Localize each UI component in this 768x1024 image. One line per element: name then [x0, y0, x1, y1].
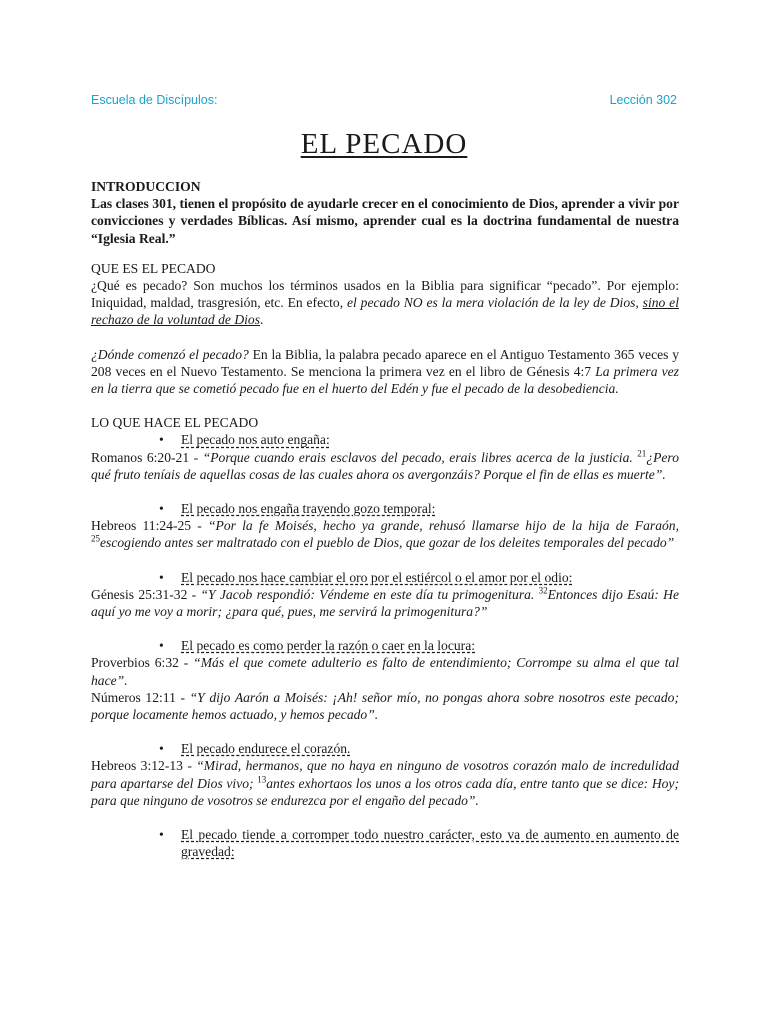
que-es-paragraph: ¿Qué es pecado? Son muchos los términos usados en la Biblia para significar “pecado”. Por ejemplo: Iniquidad, maldad, trasgresión, etc. En efecto, el pecado NO es la mera violación de la ley de Dios, sino el rechazo de la voluntad de Dios.: [91, 278, 679, 328]
scripture-quote: Proverbios 6:32 - “Más el que comete adulterio es falto de entendimiento; Corrompe su alma el que tal hace”.: [91, 655, 679, 688]
bullet-item: • El pecado tiende a corromper todo nuestro carácter, esto va de aumento en aumento de gravedad:: [91, 826, 679, 860]
scripture-quote: Números 12:11 - “Y dijo Aarón a Moisés: ¡Ah! señor mío, no pongas ahora sobre nosotros este pecado; porque locamente hemos actuado, y hemos pecado”.: [91, 689, 679, 723]
lo-que-heading: LO QUE HACE EL PECADO: [91, 415, 259, 431]
scripture-quote: Hebreos 3:12-13 - “Mirad, hermanos, que no haya en ninguno de vosotros corazón malo de incredulidad para apartarse del Dios vivo; $^{13}$antes exhortaos los unos a los otros cada día, entre tanto que se dice: Hoy; para que ninguno de vosotros se endurezca por el engaño del pecado”.: [91, 758, 679, 808]
donde-comenzo-paragraph: ¿Dónde comenzó el pecado? En la Biblia, la palabra pecado aparece en el Antiguo Testamento 365 veces y 208 veces en el Nuevo Testamento. Se menciona la primera vez en el libro de Génesis 4:7 La primera vez en la tierra que se cometió pecado fue en el huerto del Edén y fue el pecado de la desobediencia.: [91, 346, 679, 397]
school-header: Escuela de Discípulos:: [91, 93, 218, 107]
bullet-item: • El pecado nos auto engaña:: [91, 431, 679, 448]
intro-text: Las clases 301, tienen el propósito de ayudarle crecer en el conocimiento de Dios, aprender a vivir por convicciones y verdades Bíblicas. Así mismo, aprender cual es la doctrina fundamental de nuestra “Iglesia Real.”: [91, 196, 679, 246]
intro-heading: INTRODUCCION: [91, 179, 201, 194]
bullet-item: • El pecado nos hace cambiar el oro por el estiércol o el amor por el odio:: [91, 569, 679, 586]
scripture-quote: Hebreos 11:24-25 - “Por la fe Moisés, hecho ya grande, rehusó llamarse hijo de la hija de Faraón, $^{25}$escogiendo antes ser maltratado con el pueblo de Dios, que gozar de los deleites temporales del pecado”: [91, 518, 679, 551]
scripture-quote: Génesis 25:31-32 - “Y Jacob respondió: Véndeme en este día tu primogenitura. $^{32}$Entonces dijo Esaú: He aquí yo me voy a morir; ¿para qué, pues, me servirá la primogenitura?”: [91, 585, 679, 620]
que-es-heading: QUE ES EL PECADO: [91, 260, 216, 276]
bullet-item: • El pecado endurece el corazón.: [91, 740, 679, 757]
bullet-item: • El pecado nos engaña trayendo gozo temporal:: [91, 500, 679, 517]
page-title: EL PECADO: [300, 128, 468, 160]
lesson-number: Lección 302: [609, 93, 677, 107]
bullet-item: • El pecado es como perder la razón o caer en la locura:: [91, 637, 679, 654]
document-body: [91, 178, 679, 861]
scripture-quote: Romanos 6:20-21 - “Porque cuando erais esclavos del pecado, erais libres acerca de la justicia. $^{21}$¿Pero qué fruto teníais de aquellas cosas de las cuales ahora os avergonzáis? Porque el fin de ellas es muerte”.: [91, 448, 679, 482]
